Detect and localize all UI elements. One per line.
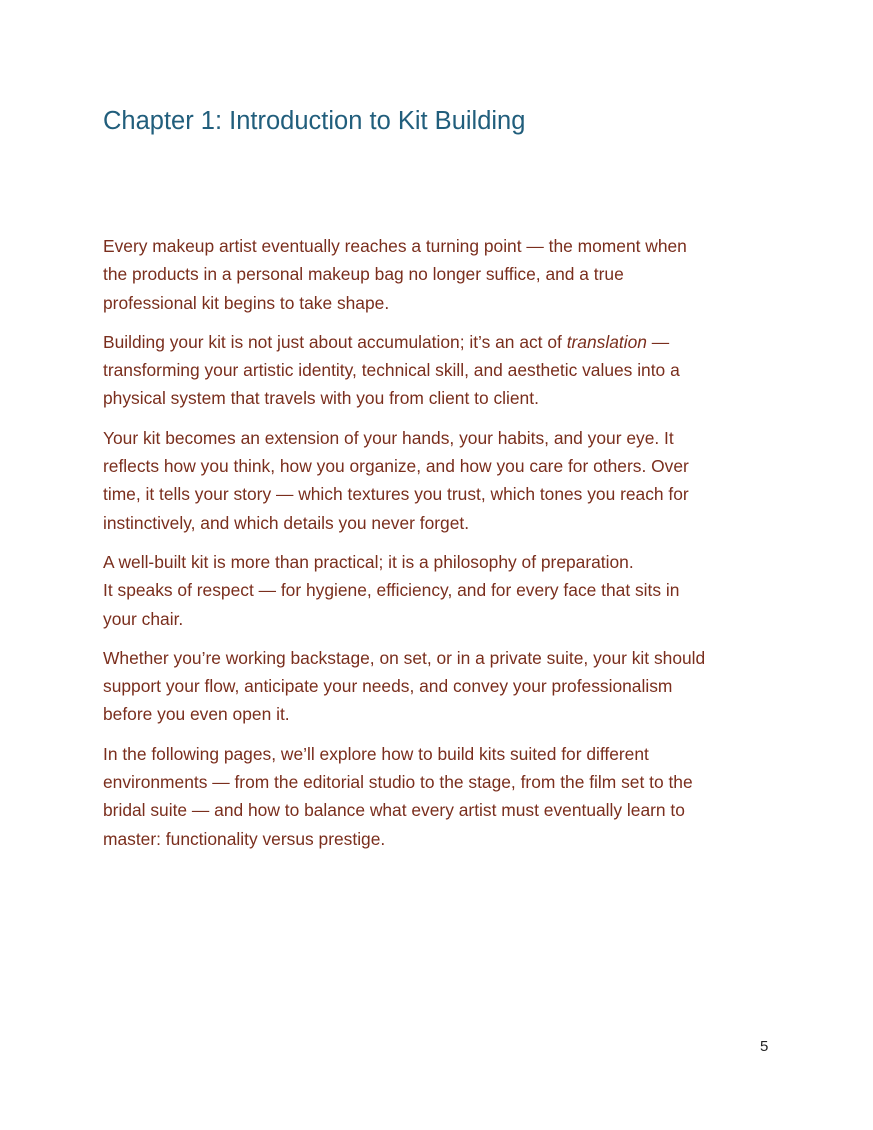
text-line: support your flow, anticipate your needs, and convey your professionalism xyxy=(103,676,673,697)
text-line: instinctively, and which details you never forget. xyxy=(103,512,470,533)
text-line: transforming your artistic identity, technical skill, and aesthetic values into a xyxy=(103,360,680,381)
text-run: — xyxy=(646,331,670,352)
text-line: time, it tells your story — which textures you trust, which tones you reach for xyxy=(103,484,689,505)
paragraph-1 xyxy=(103,232,783,317)
text-line: before you even open it. xyxy=(103,704,290,725)
paragraph-2 xyxy=(103,328,783,413)
emphasized-word: translation xyxy=(566,331,647,352)
page-number: 5 xyxy=(760,1038,769,1055)
text-line: your chair. xyxy=(103,608,184,629)
text-line xyxy=(103,328,783,356)
text-line: A well-built kit is more than practical; it is a philosophy of preparation. xyxy=(103,551,634,572)
text-line: master: functionality versus prestige. xyxy=(103,828,386,849)
paragraph-3 xyxy=(103,424,783,537)
text-line: Every makeup artist eventually reaches a turning point — the moment when xyxy=(103,236,687,256)
text-line: Your kit becomes an extension of your hands, your habits, and your eye. It xyxy=(103,427,674,448)
paragraph-6 xyxy=(103,740,783,853)
text-line: bridal suite — and how to balance what every artist must eventually learn to xyxy=(103,800,685,821)
chapter-title: Chapter 1: Introduction to Kit Building xyxy=(103,107,526,135)
text-line: physical system that travels with you from client to client. xyxy=(103,388,539,409)
text-line: Whether you’re working backstage, on set, or in a private suite, your kit should xyxy=(103,647,706,668)
text-line: professional kit begins to take shape. xyxy=(103,292,390,313)
text-run: Building your kit is not just about accumulation; it’s an act of xyxy=(103,331,567,352)
text-line: the products in a personal makeup bag no longer suffice, and a true xyxy=(103,264,624,285)
chapter-body xyxy=(103,232,783,864)
text-line: In the following pages, we’ll explore how to build kits suited for different xyxy=(103,743,649,764)
paragraph-4 xyxy=(103,548,783,633)
paragraph-5 xyxy=(103,644,783,729)
text-line: environments — from the editorial studio to the stage, from the film set to the xyxy=(103,772,693,793)
text-line: reflects how you think, how you organize, and how you care for others. Over xyxy=(103,456,689,477)
text-line: It speaks of respect — for hygiene, efficiency, and for every face that sits in xyxy=(103,580,680,601)
